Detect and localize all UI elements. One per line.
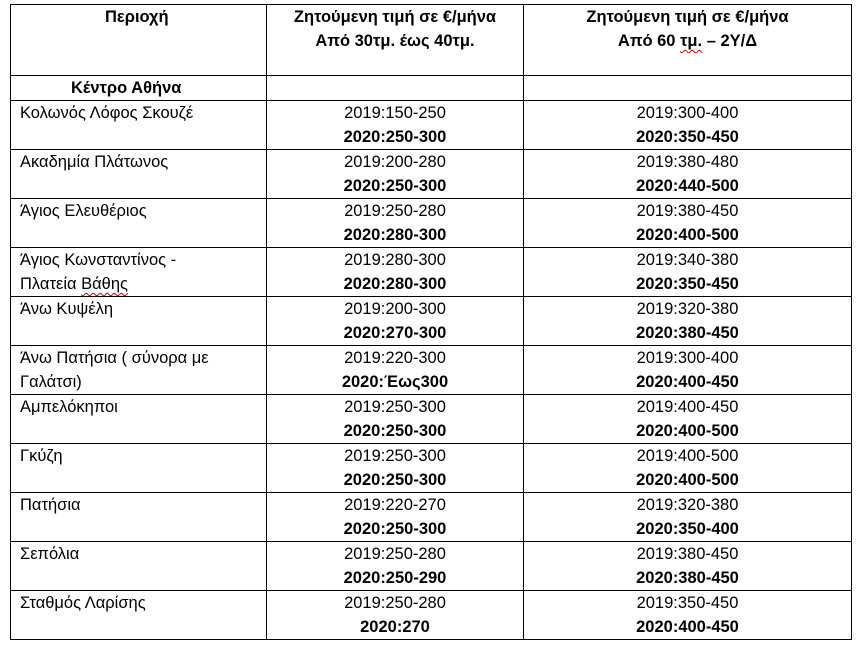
small-apt-price	[267, 542, 524, 591]
small-apt-price	[267, 444, 524, 493]
area-name: Άνω Πατήσια ( σύνορα με Γαλάτσι)	[11, 346, 267, 395]
section-row	[11, 76, 852, 101]
price-2019: 2019:320-380	[636, 300, 739, 318]
area-name-line2-flagged: Βάθης	[81, 275, 128, 293]
area-name-line1: Άγιος Κωνσταντίνος -	[20, 251, 177, 269]
area-name: Άνω Κυψέλη	[11, 297, 267, 346]
large-apt-price	[524, 395, 852, 444]
small-apt-price	[267, 591, 524, 640]
header-small-apartments	[267, 5, 524, 76]
price-2019: 2019:150-250	[344, 104, 446, 122]
price-2019: 2019:250-280	[344, 545, 446, 563]
price-2020: 2020:280-300	[343, 226, 447, 244]
header-area: Περιοχή	[11, 5, 267, 76]
table-row	[11, 248, 852, 297]
price-2019: 2019:280-300	[344, 251, 446, 269]
rent-price-table	[10, 4, 852, 640]
area-name: Άγιος Ελευθέριος	[11, 199, 267, 248]
price-2020: 2020:380-450	[636, 324, 739, 342]
small-apt-price	[267, 199, 524, 248]
price-2019: 2019:380-450	[636, 545, 739, 563]
price-2020: 2020:350-450	[636, 128, 739, 146]
header-large-line1: Ζητούμενη τιμή σε €/μήνα	[586, 8, 789, 26]
large-apt-price	[524, 493, 852, 542]
price-2020: 2020:280-300	[343, 275, 447, 293]
price-2019: 2019:300-400	[636, 349, 739, 367]
price-2020: 2020:350-450	[636, 275, 739, 293]
price-2020: 2020:250-300	[343, 177, 447, 195]
header-small-line2: Από 30τμ. έως 40τμ.	[315, 32, 475, 50]
price-2020: 2020:440-500	[636, 177, 739, 195]
section-empty-cell	[524, 76, 852, 101]
price-2020: 2020:350-400	[636, 520, 739, 538]
price-2020: 2020:400-450	[636, 618, 739, 636]
area-name: Γκύζη	[11, 444, 267, 493]
price-2019: 2019:200-280	[344, 153, 446, 171]
table-row	[11, 101, 852, 150]
price-2019: 2019:250-280	[344, 594, 446, 612]
price-2019: 2019:380-450	[636, 202, 739, 220]
price-2019: 2019:400-500	[636, 447, 739, 465]
header-large-line2-post: – 2Υ/Δ	[702, 32, 758, 50]
price-2019: 2019:380-480	[636, 153, 739, 171]
price-2020: 2020:400-500	[636, 471, 739, 489]
small-apt-price	[267, 150, 524, 199]
large-apt-price	[524, 101, 852, 150]
header-large-line2	[524, 29, 851, 53]
area-name: Ακαδημία Πλάτωνος	[11, 150, 267, 199]
table-row	[11, 591, 852, 640]
small-apt-price	[267, 101, 524, 150]
header-row	[11, 5, 852, 76]
large-apt-price	[524, 199, 852, 248]
header-large-line2-pre: Από 60	[617, 32, 681, 50]
price-2019: 2019:250-300	[344, 398, 446, 416]
price-2020: 2020:270	[360, 618, 430, 636]
large-apt-price	[524, 591, 852, 640]
price-2020: 2020:270-300	[343, 324, 447, 342]
price-2020: 2020:400-500	[636, 226, 739, 244]
area-name-line2-pre: Πλατεία	[20, 275, 82, 293]
price-2020: 2020:400-500	[636, 422, 739, 440]
price-2019: 2019:300-400	[636, 104, 739, 122]
price-2020: 2020:380-450	[636, 569, 739, 587]
area-name: Σεπόλια	[11, 542, 267, 591]
large-apt-price	[524, 444, 852, 493]
price-2019: 2019:340-380	[636, 251, 739, 269]
header-large-apartments	[524, 5, 852, 76]
table-row	[11, 297, 852, 346]
price-2019: 2019:250-300	[344, 447, 446, 465]
price-2019: 2019:350-450	[636, 594, 739, 612]
section-empty-cell	[267, 76, 524, 101]
price-2019: 2019:320-380	[636, 496, 739, 514]
small-apt-price	[267, 395, 524, 444]
price-2020: 2020:250-300	[343, 471, 447, 489]
area-name: Αμπελόκηποι	[11, 395, 267, 444]
header-large-line2-tm: τμ.	[680, 32, 703, 50]
large-apt-price	[524, 542, 852, 591]
price-2020: 2020:250-300	[343, 128, 447, 146]
area-name	[11, 248, 267, 297]
area-name: Σταθμός Λαρίσης	[11, 591, 267, 640]
price-2019: 2019:400-450	[636, 398, 739, 416]
table-row	[11, 444, 852, 493]
area-name: Πατήσια	[11, 493, 267, 542]
price-2020: 2020:250-290	[343, 569, 447, 587]
small-apt-price	[267, 248, 524, 297]
large-apt-price	[524, 297, 852, 346]
small-apt-price	[267, 346, 524, 395]
header-small-line1: Ζητούμενη τιμή σε €/μήνα	[293, 8, 497, 26]
table-row	[11, 346, 852, 395]
price-2019: 2019:250-280	[344, 202, 446, 220]
price-2020: 2020:400-450	[636, 373, 739, 391]
price-2020: 2020:Έως300	[341, 373, 449, 391]
small-apt-price	[267, 297, 524, 346]
area-name: Κολωνός Λόφος Σκουζέ	[11, 101, 267, 150]
price-2019: 2019:200-300	[344, 300, 446, 318]
large-apt-price	[524, 346, 852, 395]
area-name-line2	[20, 272, 266, 296]
small-apt-price	[267, 493, 524, 542]
table-row	[11, 395, 852, 444]
price-2019: 2019:220-300	[344, 349, 446, 367]
large-apt-price	[524, 150, 852, 199]
table-row	[11, 542, 852, 591]
price-2020: 2020:250-300	[343, 520, 447, 538]
table-row	[11, 150, 852, 199]
section-title: Κέντρο Αθήνα	[11, 76, 267, 101]
large-apt-price	[524, 248, 852, 297]
table-row	[11, 493, 852, 542]
price-2019: 2019:220-270	[344, 496, 446, 514]
price-2020: 2020:250-300	[343, 422, 447, 440]
table-row	[11, 199, 852, 248]
